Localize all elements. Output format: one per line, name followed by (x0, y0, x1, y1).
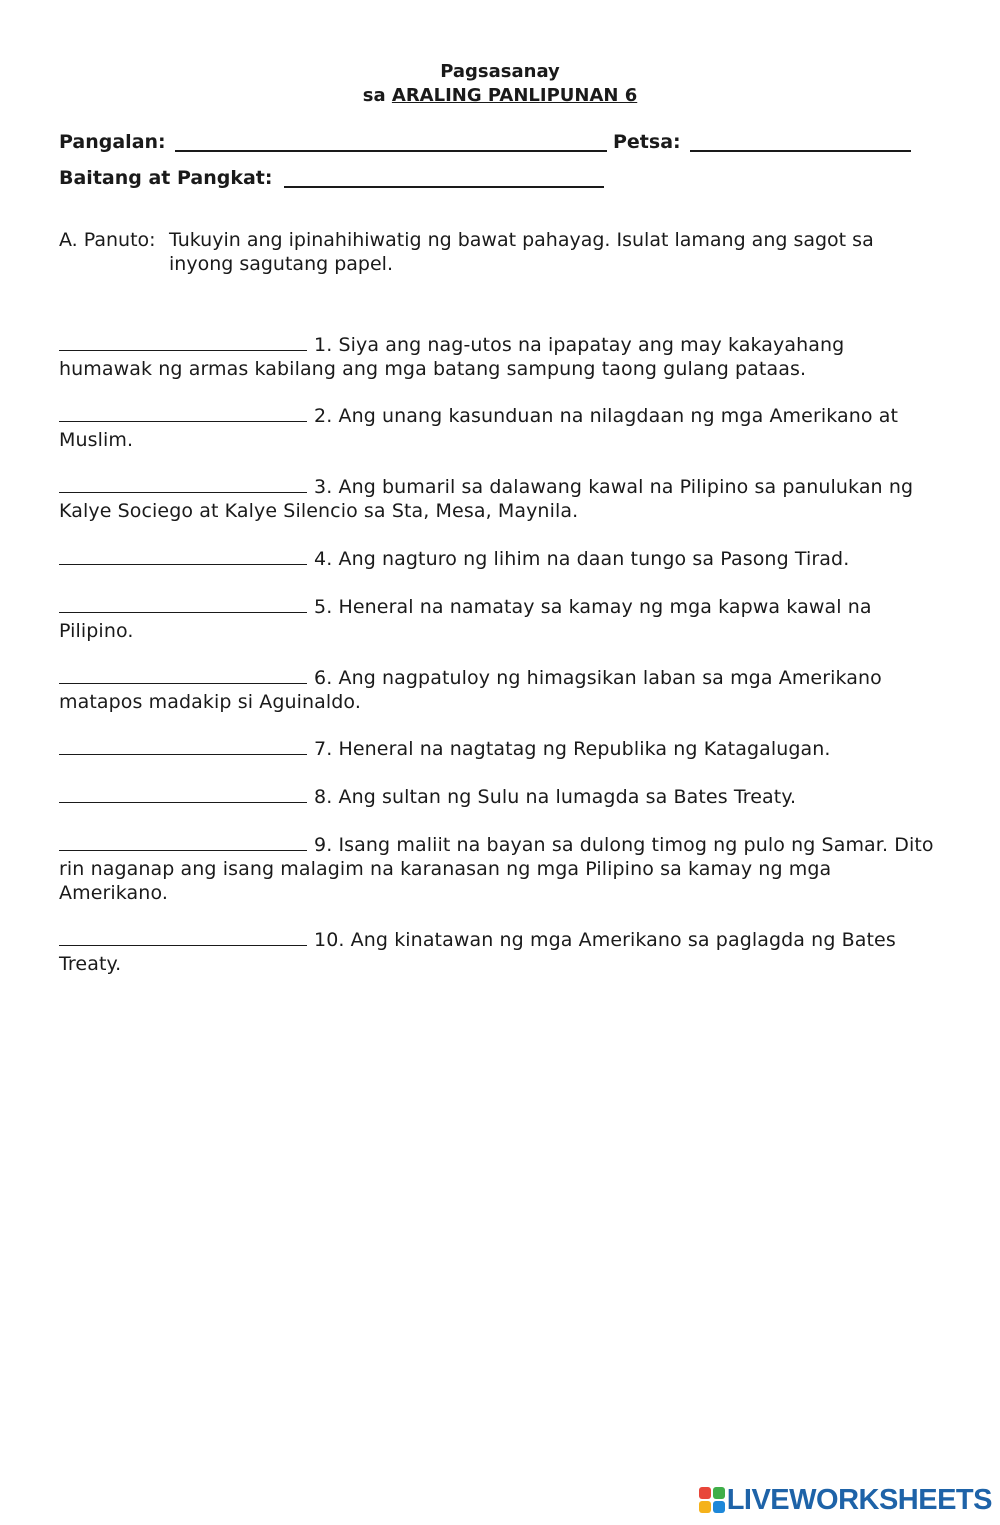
question-text: 6. Ang nagpatuloy ng himagsikan laban sa mga Amerikano matapos madakip si Aguinaldo. (59, 667, 882, 713)
question-item-9 (59, 832, 939, 905)
logo-square (699, 1501, 711, 1513)
liveworksheets-logo (699, 1483, 992, 1517)
worksheet-subtitle (0, 84, 1000, 107)
subtitle-prefix: sa (362, 85, 392, 106)
answer-blank[interactable] (59, 332, 307, 351)
question-text: 1. Siya ang nag-utos na ipapatay ang may kakayahang humawak ng armas kabilang ang mga batang sampung taong gulang pataas. (59, 334, 845, 380)
answer-blank[interactable] (59, 403, 307, 422)
grade-section-label: Baitang at Pangkat: (59, 167, 273, 189)
logo-text: LIVEWORKSHEETS (726, 1483, 992, 1516)
question-item-7 (59, 736, 939, 761)
question-item-6 (59, 665, 939, 714)
question-item-1 (59, 332, 939, 381)
name-label: Pangalan: (59, 131, 166, 153)
name-blank[interactable] (175, 150, 607, 152)
liveworksheets-icon (699, 1487, 725, 1513)
date-label: Petsa: (613, 131, 681, 153)
question-item-5 (59, 594, 939, 643)
logo-square (713, 1501, 725, 1513)
answer-blank[interactable] (59, 665, 307, 684)
question-item-2 (59, 403, 939, 452)
question-text: 5. Heneral na namatay sa kamay ng mga kapwa kawal na Pilipino. (59, 596, 872, 642)
worksheet-title: Pagsasanay (440, 61, 560, 82)
subject-name: ARALING PANLIPUNAN 6 (391, 85, 638, 106)
instructions-label: A. Panuto: (59, 229, 156, 251)
answer-blank[interactable] (59, 736, 307, 755)
answer-blank[interactable] (59, 594, 307, 613)
question-text: 7. Heneral na nagtatag ng Republika ng Katagalugan. (314, 738, 831, 760)
question-text: 10. Ang kinatawan ng mga Amerikano sa paglagda ng Bates Treaty. (59, 929, 896, 975)
instructions-text: Tukuyin ang ipinahihiwatig ng bawat pahayag. Isulat lamang ang sagot sa inyong sagutang papel. (169, 229, 874, 275)
logo-square (713, 1487, 725, 1499)
date-blank[interactable] (690, 150, 911, 152)
question-item-10 (59, 927, 939, 976)
question-text: 4. Ang nagturo ng lihim na daan tungo sa Pasong Tirad. (314, 548, 850, 570)
logo-square (699, 1487, 711, 1499)
question-item-4 (59, 546, 939, 571)
answer-blank[interactable] (59, 832, 307, 851)
answer-blank[interactable] (59, 927, 307, 946)
question-text: 9. Isang maliit na bayan sa dulong timog ng pulo ng Samar. Dito rin naganap ang isang malagim na karanasan ng mga Pilipino sa kamay ng mga Amerikano. (59, 834, 934, 904)
answer-blank[interactable] (59, 784, 307, 803)
question-text: 8. Ang sultan ng Sulu na lumagda sa Bates Treaty. (314, 786, 797, 808)
grade-section-blank[interactable] (284, 186, 604, 188)
question-item-3 (59, 474, 939, 523)
question-text: 3. Ang bumaril sa dalawang kawal na Pilipino sa panulukan ng Kalye Sociego at Kalye Silencio sa Sta, Mesa, Maynila. (59, 476, 914, 522)
question-item-8 (59, 784, 939, 809)
answer-blank[interactable] (59, 474, 307, 493)
question-text: 2. Ang unang kasunduan na nilagdaan ng mga Amerikano at Muslim. (59, 405, 899, 451)
answer-blank[interactable] (59, 546, 307, 565)
